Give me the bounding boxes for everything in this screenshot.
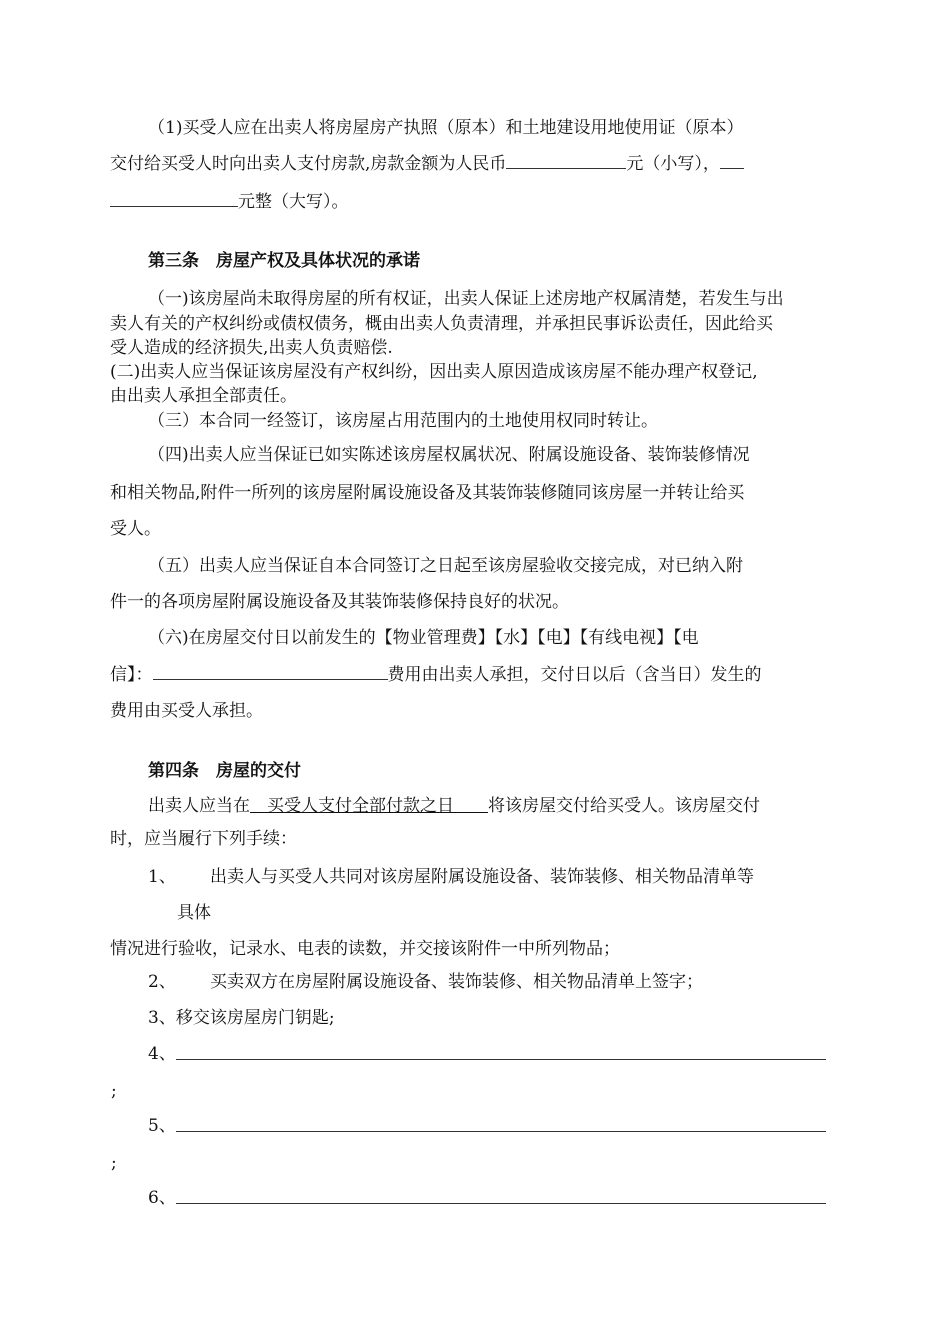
- clause4-item1-text: 出卖人与买受人共同对该房屋附属设施设备、装饰装修、相关物品清单等: [210, 867, 754, 887]
- clause2-item1-line2-text: 交付给买受人时向出卖人支付房款,房款金额为人民币: [110, 154, 507, 174]
- clause3-p6-line3: 费用由买受人承担。: [110, 701, 263, 721]
- delivery-date-field[interactable]: [250, 796, 488, 816]
- clause4-item3: 3、移交该房屋房门钥匙;: [148, 1008, 335, 1028]
- clause3-p1-line2: 卖人有关的产权纠纷或债权债务，概由出卖人负责清理，并承担民事诉讼责任，因此给买: [110, 314, 773, 334]
- clause3-p4-line1: （四)出卖人应当保证已如实陈述该房屋权属状况、附属设施设备、装饰装修情况: [148, 445, 750, 465]
- clause3-p1-line1: （一)该房屋尚未取得房屋的所有权证，出卖人保证上述房地产权属清楚，若发生与出: [148, 289, 784, 309]
- clause4-item4-number: 4、: [148, 1044, 176, 1064]
- item4-semicolon: ;: [111, 1081, 117, 1101]
- clause3-p6-line2-prefix: 信】：: [110, 665, 153, 685]
- clause2-item1-line3-text: 元整（大写）。: [238, 192, 349, 212]
- utilities-fee-blank[interactable]: [153, 663, 388, 680]
- clause3-p4-line2: 和相关物品,附件一所列的该房屋附属设施设备及其装饰装修随同该房屋一并转让给买: [110, 483, 745, 503]
- clause3-p5-line2: 件一的各项房屋附属设施设备及其装饰装修保持良好的状况。: [110, 592, 569, 612]
- clause4-intro-line2: 时，应当履行下列手续：: [110, 829, 297, 849]
- clause4-item1-number: 1、: [148, 867, 176, 887]
- item5-semicolon: ;: [111, 1153, 117, 1173]
- clause3-p6-line2-text: 费用由出卖人承担，交付日以后（含当日）发生的: [387, 665, 762, 685]
- item5-blank-line[interactable]: [176, 1131, 826, 1132]
- item4-blank-line[interactable]: [176, 1059, 826, 1060]
- clause4-item1-wrap: 具体: [177, 903, 211, 923]
- clause3-p3: （三）本合同一经签订，该房屋占用范围内的土地使用权同时转让。: [148, 411, 658, 431]
- clause2-item1-line1: （1)买受人应在出卖人将房屋房产执照（原本）和土地建设用地使用证（原本）: [148, 118, 744, 138]
- clause4-item2-number: 2、: [148, 972, 176, 992]
- clause3-title: 第三条 房屋产权及具体状况的承诺: [148, 251, 420, 271]
- clause3-p4-line3: 受人。: [110, 519, 161, 539]
- clause3-p1-line3: 受人造成的经济损失,出卖人负责赔偿.: [110, 338, 393, 358]
- price-lowercase-blank[interactable]: [506, 152, 626, 169]
- clause4-intro-prefix: 出卖人应当在: [148, 796, 250, 816]
- clause2-item1-line2-unit: 元（小写），: [626, 154, 720, 174]
- clause3-p6-line2: [110, 663, 762, 686]
- clause4-item6-number: 6、: [148, 1188, 176, 1208]
- item6-blank-line[interactable]: [176, 1203, 826, 1204]
- clause4-title: 第四条 房屋的交付: [148, 761, 301, 781]
- clause3-p6-line1: （六)在房屋交付日以前发生的【物业管理费】【水】【电】【有线电视】【电: [148, 628, 699, 648]
- clause3-p2-line1: (二)出卖人应当保证该房屋没有产权纠纷，因出卖人原因造成该房屋不能办理产权登记,: [110, 362, 758, 382]
- clause4-item5-number: 5、: [148, 1116, 176, 1136]
- clause4-item1-line3: 情况进行验收，记录水、电表的读数，并交接该附件一中所列物品；: [110, 939, 620, 959]
- clause2-item1-line3: [110, 190, 349, 213]
- price-uppercase-blank[interactable]: [110, 190, 238, 207]
- clause4-intro-line1: [148, 795, 760, 817]
- clause4-item2-text: 买卖双方在房屋附属设施设备、装饰装修、相关物品清单上签字；: [210, 972, 703, 992]
- clause3-p5-line1: （五）出卖人应当保证自本合同签订之日起至该房屋验收交接完成，对已纳入附: [148, 556, 743, 576]
- clause3-p2-line2: 由出卖人承担全部责任。: [110, 386, 297, 406]
- clause4-intro-suffix: 将该房屋交付给买受人。该房屋交付: [488, 796, 760, 816]
- clause2-item1-line2: [110, 152, 744, 175]
- price-uppercase-blank-start[interactable]: [720, 152, 744, 169]
- delivery-date-value: 买受人支付全部付款之日: [267, 796, 454, 816]
